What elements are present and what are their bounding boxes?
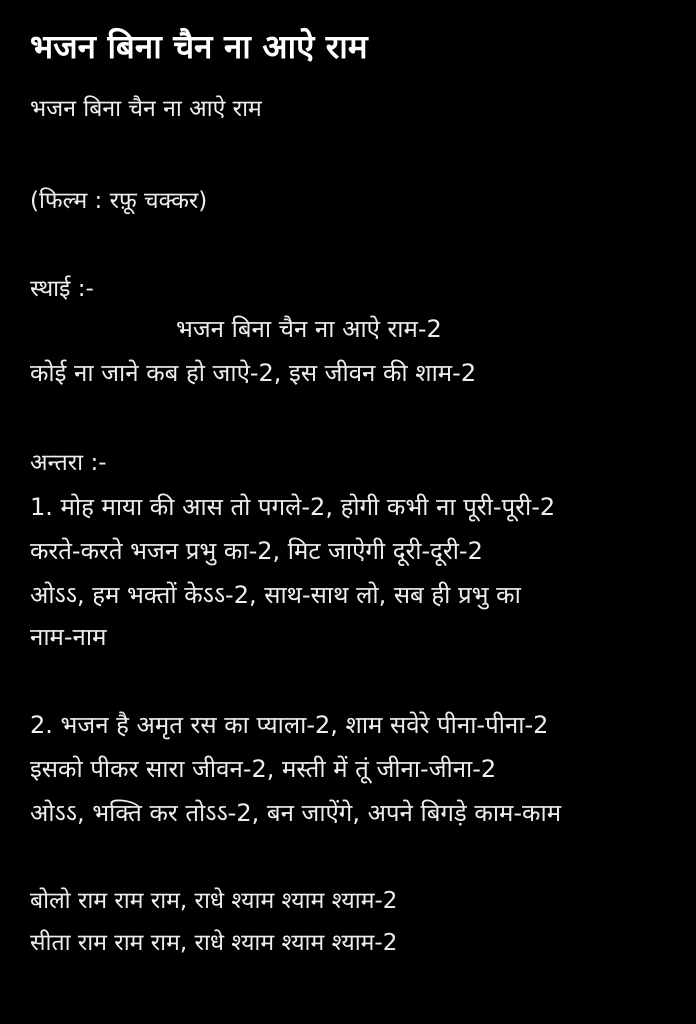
antara-label: अन्तरा :- — [30, 450, 107, 476]
verse2-line-1: 2. भजन है अमृत रस का प्याला-2, शाम सवेरे पीना-पीना-2 — [30, 711, 549, 739]
verse2-line-3: ओऽऽ, भक्ति कर तोऽऽ-2, बन जाऐंगे, अपने बिगड़े काम-काम — [30, 799, 562, 827]
closing-line-2: सीता राम राम राम, राधे श्याम श्याम श्याम-2 — [30, 930, 398, 956]
sthayi-line-2: कोई ना जाने कब हो जाऐ-2, इस जीवन की शाम-2 — [30, 359, 477, 387]
sthayi-line-1: भजन बिना चैन ना आऐ राम-2 — [176, 315, 442, 343]
verse1-line-2: करते-करते भजन प्रभु का-2, मिट जाऐगी दूरी-दूरी-2 — [30, 537, 483, 565]
subtitle: भजन बिना चैन ना आऐ राम — [30, 96, 262, 122]
verse1-line-1: 1. मोह माया की आस तो पगले-2, होगी कभी ना पूरी-पूरी-2 — [30, 493, 556, 521]
page-title: भजन बिना चैन ना आऐ राम — [30, 27, 368, 66]
closing-line-1: बोलो राम राम राम, राधे श्याम श्याम श्याम-2 — [30, 888, 398, 914]
verse1-line-4: नाम-नाम — [30, 623, 107, 651]
verse1-line-3: ओऽऽ, हम भक्तों केऽऽ-2, साथ-साथ लो, सब ही प्रभु का — [30, 581, 521, 609]
verse2-line-2: इसको पीकर सारा जीवन-2, मस्ती में तूं जीना-जीना-2 — [30, 755, 497, 783]
film-credit: (फिल्म : रफ़ू चक्कर) — [30, 188, 208, 214]
sthayi-label: स्थाई :- — [30, 276, 94, 302]
